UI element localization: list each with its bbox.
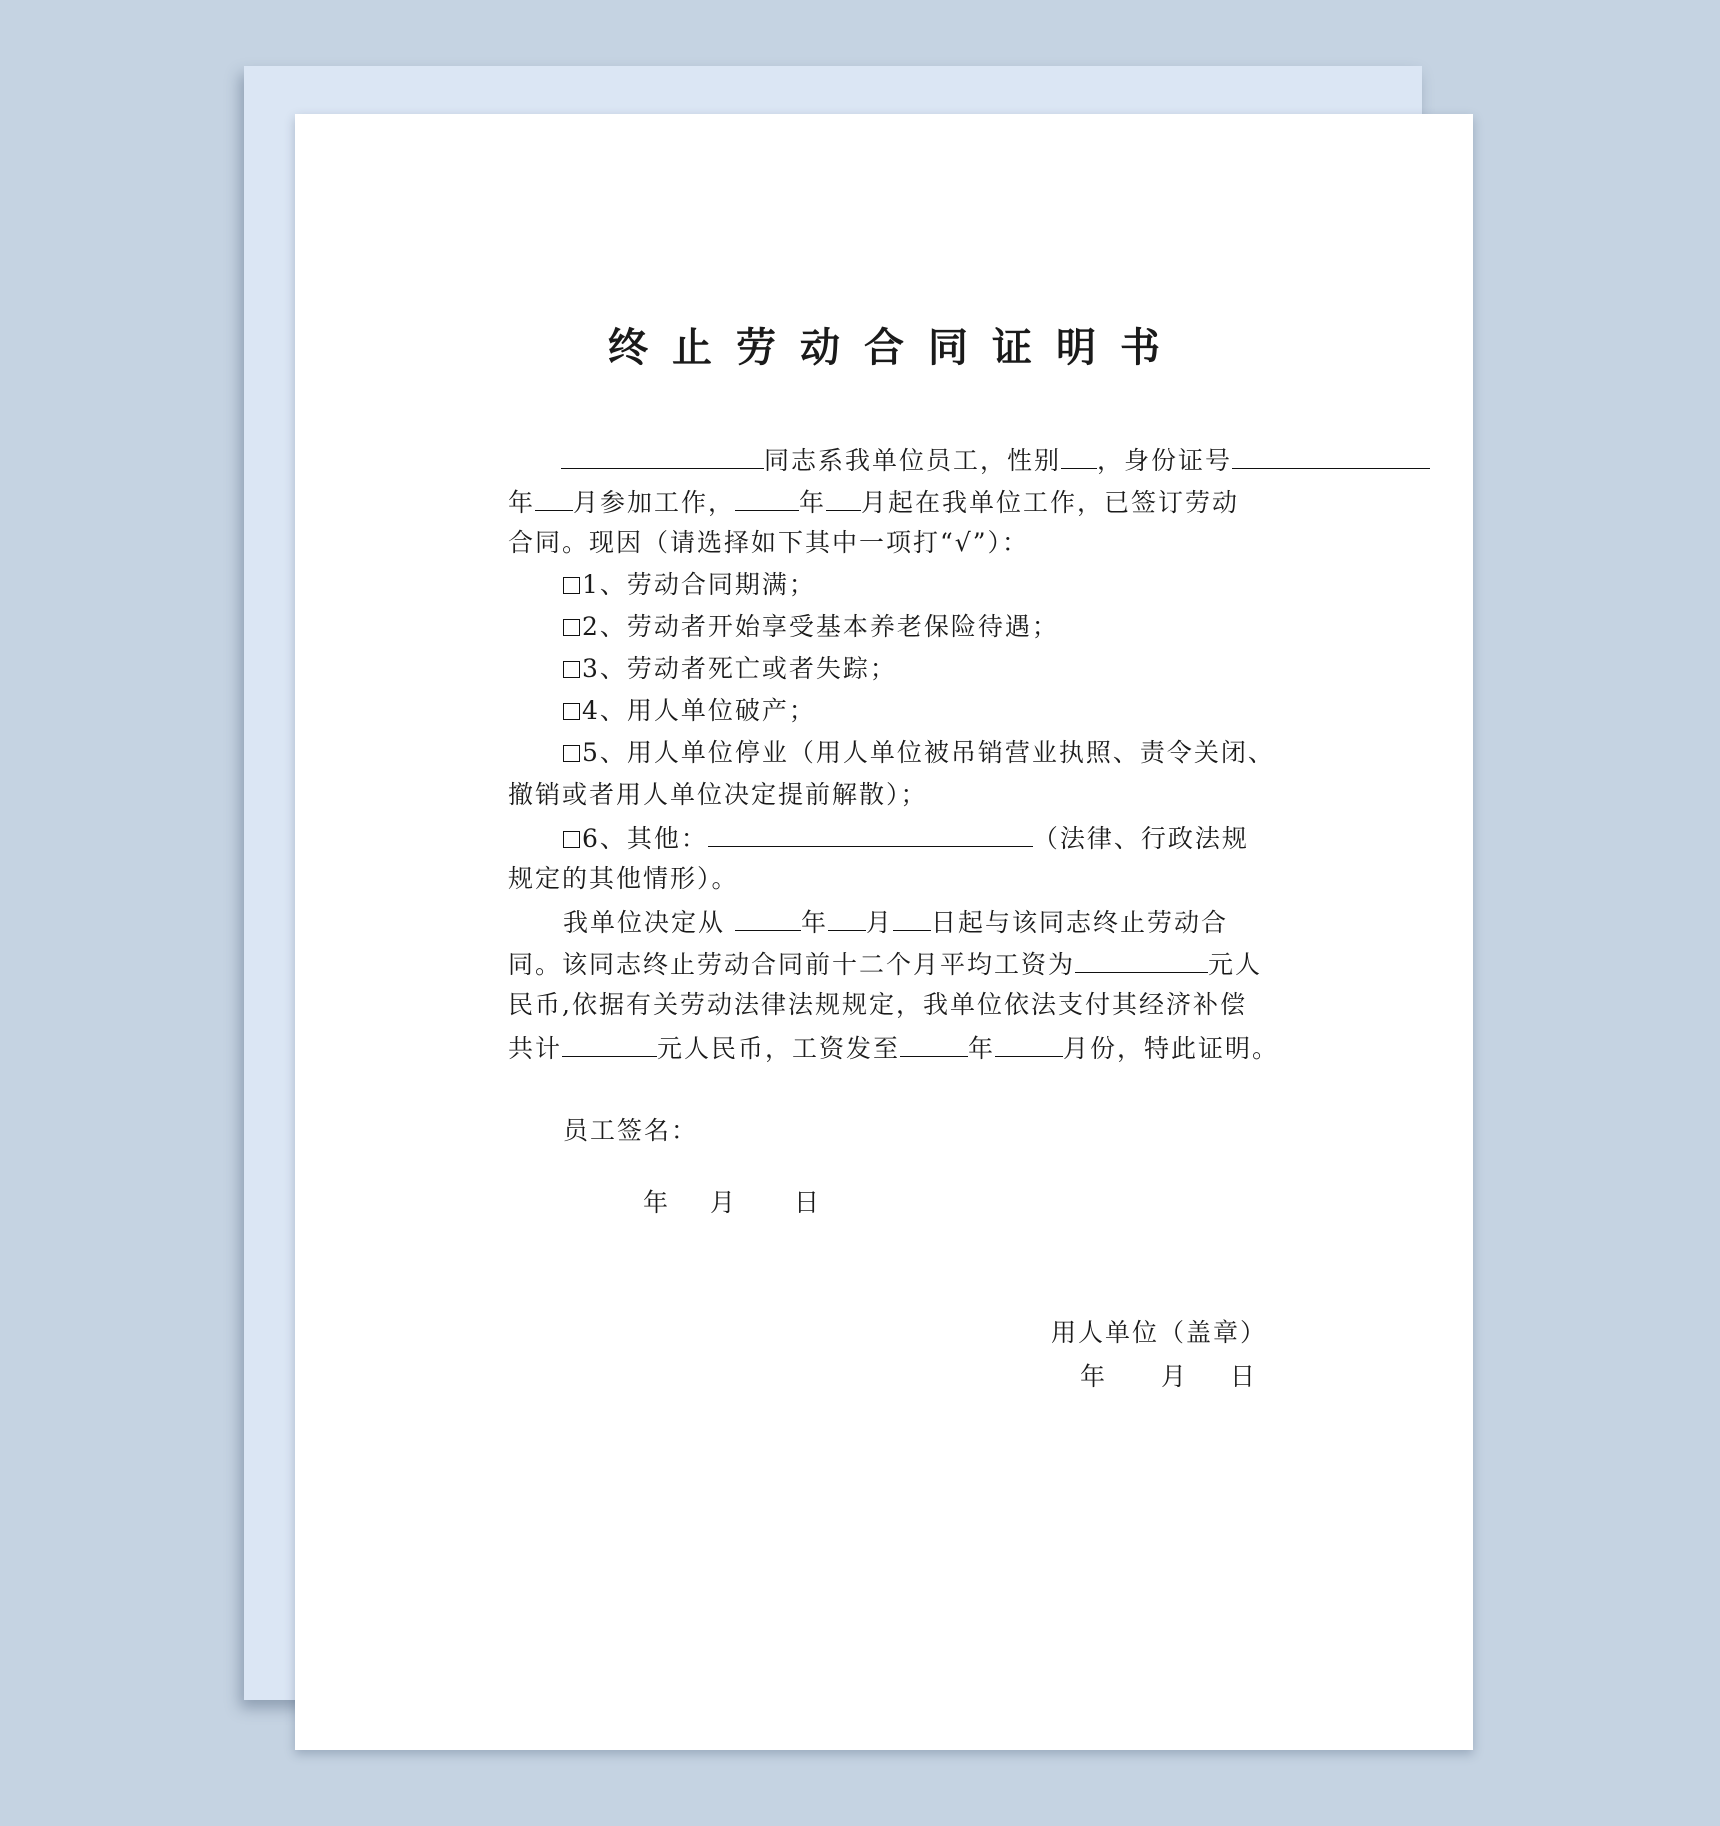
gender-blank [1061,446,1097,469]
option-4: 4、用人单位破产； [563,698,816,723]
option-6-continued: 规定的其他情形）。 [508,864,739,893]
employee-date-month: 月 [710,1188,738,1217]
option-1: 1、劳动合同期满； [563,572,816,597]
document-page [295,114,1473,1750]
average-salary-blank [1075,950,1208,973]
checkbox-option-3[interactable] [563,661,580,678]
employee-date-day: 日 [794,1188,822,1217]
checkbox-option-5[interactable] [563,745,580,762]
document-title: 终止劳动合同证明书 [608,324,1184,371]
employer-date-month: 月 [1161,1362,1189,1391]
id-number-blank [1232,446,1430,469]
join-month-blank [826,488,861,511]
checkbox-option-2[interactable] [563,619,580,636]
paragraph2-line-4: 共计 元人民币，工资发至 年 月份，特此证明。 [508,1034,1280,1063]
end-day-blank [893,908,931,931]
employer-date-year: 年 [1080,1362,1108,1391]
name-blank [561,446,764,469]
end-month-blank [828,908,866,931]
other-reason-blank [708,824,1033,847]
paragraph2-line-3: 民币,依据有关劳动法律法规规定，我单位依法支付其经济补偿 [508,990,1247,1019]
paragraph2-line-1: 我单位决定从 年 月 日起与该同志终止劳动合 [563,908,1229,937]
employer-date-day: 日 [1230,1362,1258,1391]
option-5-continued: 撤销或者用人单位决定提前解散）； [508,780,928,809]
option-3: 3、劳动者死亡或者失踪； [563,656,897,681]
compensation-blank [562,1034,657,1057]
wage-month-blank [995,1034,1063,1057]
option-2: 2、劳动者开始享受基本养老保险待遇； [563,614,1059,639]
wage-year-blank [900,1034,968,1057]
paragraph-line-2: 年 月参加工作， 年 月起在我单位工作，已签订劳动 [508,488,1240,517]
end-year-blank [735,908,801,931]
checkbox-option-6[interactable] [563,831,580,848]
employee-signature-label: 员工签名： [563,1116,699,1145]
option-5: 5、用人单位停业（用人单位被吊销营业执照、责令关闭、 [563,740,1275,765]
checkbox-option-1[interactable] [563,577,580,594]
paragraph2-line-2: 同。该同志终止劳动合同前十二个月平均工资为 元人 [508,950,1263,979]
join-year-blank [735,488,799,511]
employer-seal-label: 用人单位（盖章） [1051,1318,1268,1347]
paragraph-line-3: 合同。现因（请选择如下其中一项打“√”）： [508,528,1029,557]
work-start-month-blank [535,488,573,511]
option-6: 6、其他： （法律、行政法规 [563,824,1249,851]
employee-date-year: 年 [643,1188,671,1217]
paragraph-line-1: 同志系我单位员工，性别 ，身份证号 [561,446,1430,473]
checkbox-option-4[interactable] [563,703,580,720]
